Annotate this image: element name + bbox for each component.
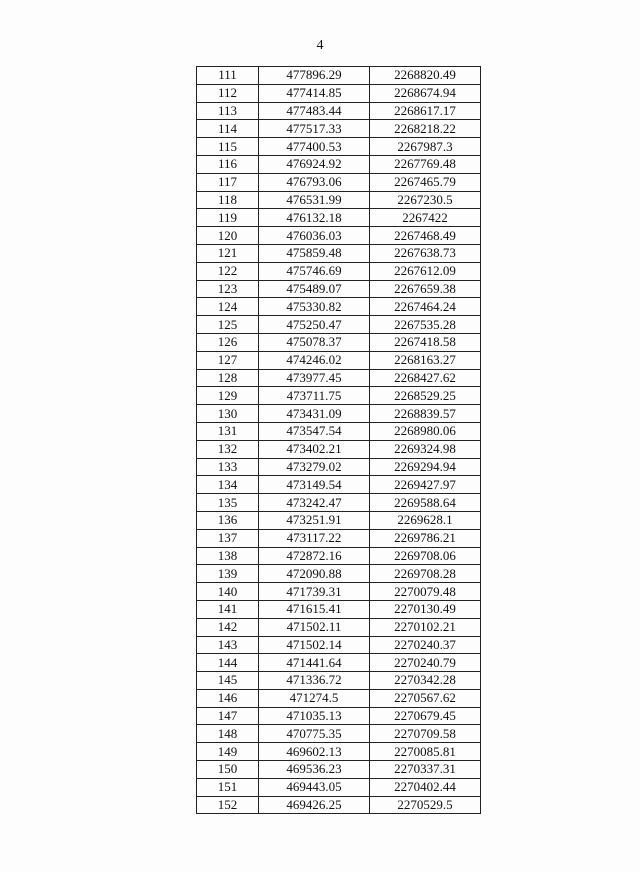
point-number-cell: 122 [197,262,259,280]
table-row [197,725,481,743]
table-row [197,618,481,636]
y-coordinate-cell: 2267230.5 [370,191,481,209]
x-coordinate-cell: 471502.11 [259,618,370,636]
y-coordinate-cell: 2267418.58 [370,333,481,351]
x-coordinate-cell: 471615.41 [259,600,370,618]
y-coordinate-cell: 2270337.31 [370,761,481,779]
point-number-cell: 149 [197,743,259,761]
point-number-cell: 111 [197,67,259,85]
page-number: 4 [316,38,324,53]
coordinates-table [196,66,481,814]
point-number-cell: 113 [197,102,259,120]
point-number-cell: 116 [197,155,259,173]
point-number-cell: 139 [197,565,259,583]
point-number-cell: 143 [197,636,259,654]
x-coordinate-cell: 477483.44 [259,102,370,120]
x-coordinate-cell: 473402.21 [259,440,370,458]
y-coordinate-cell: 2270567.62 [370,689,481,707]
point-number-cell: 147 [197,707,259,725]
table-row [197,369,481,387]
point-number-cell: 136 [197,511,259,529]
table-row [197,654,481,672]
x-coordinate-cell: 473431.09 [259,405,370,423]
x-coordinate-cell: 473977.45 [259,369,370,387]
point-number-cell: 130 [197,405,259,423]
point-number-cell: 140 [197,583,259,601]
point-number-cell: 118 [197,191,259,209]
point-number-cell: 142 [197,618,259,636]
x-coordinate-cell: 473547.54 [259,422,370,440]
table-row [197,351,481,369]
table-row [197,173,481,191]
table-row [197,529,481,547]
x-coordinate-cell: 474246.02 [259,351,370,369]
y-coordinate-cell: 2270402.44 [370,778,481,796]
point-number-cell: 121 [197,244,259,262]
x-coordinate-cell: 475330.82 [259,298,370,316]
y-coordinate-cell: 2269708.28 [370,565,481,583]
x-coordinate-cell: 472872.16 [259,547,370,565]
point-number-cell: 115 [197,138,259,156]
table-row [197,102,481,120]
table-row [197,761,481,779]
x-coordinate-cell: 469443.05 [259,778,370,796]
x-coordinate-cell: 469602.13 [259,743,370,761]
table-row [197,120,481,138]
point-number-cell: 125 [197,316,259,334]
x-coordinate-cell: 473117.22 [259,529,370,547]
table-row [197,84,481,102]
y-coordinate-cell: 2270240.79 [370,654,481,672]
point-number-cell: 131 [197,422,259,440]
x-coordinate-cell: 471336.72 [259,672,370,690]
y-coordinate-cell: 2269786.21 [370,529,481,547]
y-coordinate-cell: 2267638.73 [370,244,481,262]
y-coordinate-cell: 2268617.17 [370,102,481,120]
table-row [197,494,481,512]
y-coordinate-cell: 2268820.49 [370,67,481,85]
y-coordinate-cell: 2269427.97 [370,476,481,494]
y-coordinate-cell: 2267422 [370,209,481,227]
table-row [197,209,481,227]
y-coordinate-cell: 2267987.3 [370,138,481,156]
table-row [197,405,481,423]
x-coordinate-cell: 475489.07 [259,280,370,298]
x-coordinate-cell: 476924.92 [259,155,370,173]
x-coordinate-cell: 473279.02 [259,458,370,476]
point-number-cell: 129 [197,387,259,405]
y-coordinate-cell: 2268427.62 [370,369,481,387]
x-coordinate-cell: 477896.29 [259,67,370,85]
y-coordinate-cell: 2270709.58 [370,725,481,743]
y-coordinate-cell: 2269324.98 [370,440,481,458]
x-coordinate-cell: 475078.37 [259,333,370,351]
y-coordinate-cell: 2268839.57 [370,405,481,423]
point-number-cell: 114 [197,120,259,138]
y-coordinate-cell: 2267612.09 [370,262,481,280]
point-number-cell: 151 [197,778,259,796]
y-coordinate-cell: 2268674.94 [370,84,481,102]
table-row [197,743,481,761]
y-coordinate-cell: 2267659.38 [370,280,481,298]
table-row [197,707,481,725]
y-coordinate-cell: 2269294.94 [370,458,481,476]
y-coordinate-cell: 2269588.64 [370,494,481,512]
y-coordinate-cell: 2270342.28 [370,672,481,690]
point-number-cell: 144 [197,654,259,672]
point-number-cell: 126 [197,333,259,351]
x-coordinate-cell: 475746.69 [259,262,370,280]
x-coordinate-cell: 473711.75 [259,387,370,405]
y-coordinate-cell: 2270079.48 [370,583,481,601]
y-coordinate-cell: 2270102.21 [370,618,481,636]
point-number-cell: 134 [197,476,259,494]
point-number-cell: 124 [197,298,259,316]
x-coordinate-cell: 470775.35 [259,725,370,743]
y-coordinate-cell: 2270130.49 [370,600,481,618]
point-number-cell: 150 [197,761,259,779]
x-coordinate-cell: 473149.54 [259,476,370,494]
y-coordinate-cell: 2270679.45 [370,707,481,725]
point-number-cell: 146 [197,689,259,707]
x-coordinate-cell: 477414.85 [259,84,370,102]
point-number-cell: 128 [197,369,259,387]
x-coordinate-cell: 475859.48 [259,244,370,262]
y-coordinate-cell: 2267468.49 [370,227,481,245]
table-row [197,778,481,796]
table-row [197,672,481,690]
y-coordinate-cell: 2268163.27 [370,351,481,369]
y-coordinate-cell: 2268218.22 [370,120,481,138]
coordinates-table-body [197,67,481,814]
point-number-cell: 135 [197,494,259,512]
point-number-cell: 152 [197,796,259,814]
x-coordinate-cell: 472090.88 [259,565,370,583]
x-coordinate-cell: 477400.53 [259,138,370,156]
table-row [197,796,481,814]
y-coordinate-cell: 2267465.79 [370,173,481,191]
x-coordinate-cell: 473242.47 [259,494,370,512]
y-coordinate-cell: 2269708.06 [370,547,481,565]
x-coordinate-cell: 476531.99 [259,191,370,209]
y-coordinate-cell: 2267535.28 [370,316,481,334]
y-coordinate-cell: 2269628.1 [370,511,481,529]
x-coordinate-cell: 475250.47 [259,316,370,334]
y-coordinate-cell: 2268980.06 [370,422,481,440]
table-row [197,316,481,334]
table-row [197,138,481,156]
point-number-cell: 145 [197,672,259,690]
point-number-cell: 120 [197,227,259,245]
point-number-cell: 112 [197,84,259,102]
point-number-cell: 148 [197,725,259,743]
point-number-cell: 132 [197,440,259,458]
point-number-cell: 141 [197,600,259,618]
table-row [197,227,481,245]
table-row [197,387,481,405]
point-number-cell: 119 [197,209,259,227]
x-coordinate-cell: 471441.64 [259,654,370,672]
x-coordinate-cell: 471739.31 [259,583,370,601]
point-number-cell: 138 [197,547,259,565]
table-row [197,280,481,298]
y-coordinate-cell: 2268529.25 [370,387,481,405]
y-coordinate-cell: 2270085.81 [370,743,481,761]
y-coordinate-cell: 2267464.24 [370,298,481,316]
table-row [197,547,481,565]
table-row [197,583,481,601]
table-row [197,511,481,529]
point-number-cell: 117 [197,173,259,191]
x-coordinate-cell: 476793.06 [259,173,370,191]
x-coordinate-cell: 476036.03 [259,227,370,245]
y-coordinate-cell: 2270240.37 [370,636,481,654]
table-row [197,191,481,209]
x-coordinate-cell: 473251.91 [259,511,370,529]
x-coordinate-cell: 471502.14 [259,636,370,654]
x-coordinate-cell: 469536.23 [259,761,370,779]
table-row [197,636,481,654]
point-number-cell: 133 [197,458,259,476]
table-row [197,565,481,583]
point-number-cell: 123 [197,280,259,298]
point-number-cell: 127 [197,351,259,369]
y-coordinate-cell: 2270529.5 [370,796,481,814]
table-row [197,689,481,707]
x-coordinate-cell: 471035.13 [259,707,370,725]
x-coordinate-cell: 477517.33 [259,120,370,138]
point-number-cell: 137 [197,529,259,547]
table-row [197,244,481,262]
x-coordinate-cell: 469426.25 [259,796,370,814]
table-row [197,600,481,618]
table-row [197,333,481,351]
x-coordinate-cell: 471274.5 [259,689,370,707]
table-row [197,458,481,476]
x-coordinate-cell: 476132.18 [259,209,370,227]
table-row [197,298,481,316]
table-row [197,262,481,280]
table-row [197,422,481,440]
table-row [197,476,481,494]
table-row [197,67,481,85]
table-row [197,440,481,458]
y-coordinate-cell: 2267769.48 [370,155,481,173]
table-row [197,155,481,173]
